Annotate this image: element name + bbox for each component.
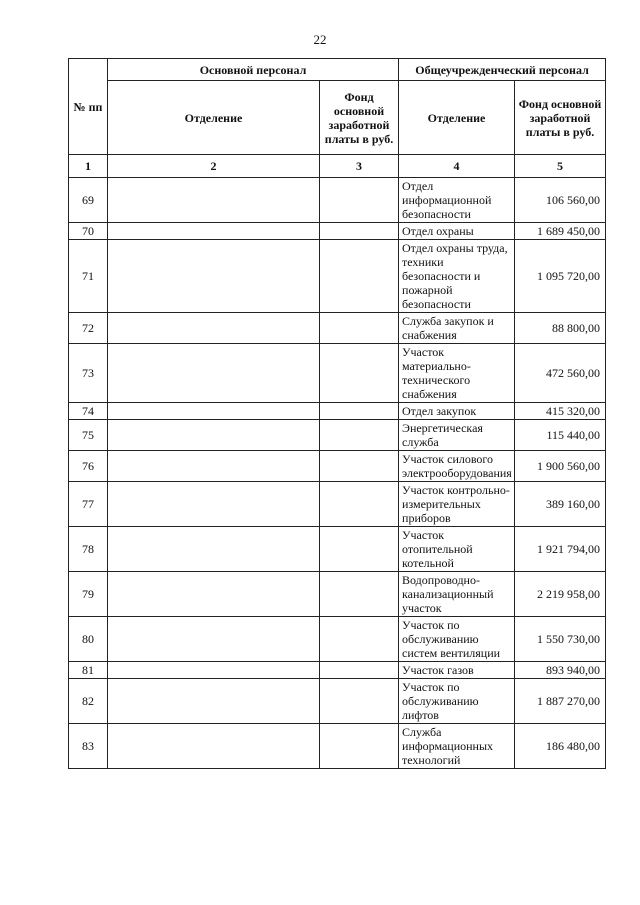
general-department-cell: Участок силового электрооборудования bbox=[399, 451, 515, 482]
main-fund-cell bbox=[320, 403, 399, 420]
main-department-cell bbox=[108, 223, 320, 240]
general-fund-cell: 1 689 450,00 bbox=[515, 223, 606, 240]
table-row bbox=[69, 679, 606, 724]
salary-fund-table bbox=[68, 58, 606, 769]
table-row bbox=[69, 420, 606, 451]
general-fund-cell: 389 160,00 bbox=[515, 482, 606, 527]
page-number: 22 bbox=[313, 32, 327, 47]
row-number: 76 bbox=[69, 451, 108, 482]
main-department-cell bbox=[108, 724, 320, 769]
row-number: 77 bbox=[69, 482, 108, 527]
general-fund-cell: 1 900 560,00 bbox=[515, 451, 606, 482]
main-fund-cell bbox=[320, 679, 399, 724]
table-row bbox=[69, 527, 606, 572]
main-department-cell bbox=[108, 420, 320, 451]
general-fund-cell: 186 480,00 bbox=[515, 724, 606, 769]
main-department-cell bbox=[108, 313, 320, 344]
table-row bbox=[69, 617, 606, 662]
column-number: 2 bbox=[108, 155, 320, 178]
general-department-cell: Отдел охраны труда, техники безопасности и пожарной безопасности bbox=[399, 240, 515, 313]
table-row bbox=[69, 313, 606, 344]
general-fund-cell: 1 887 270,00 bbox=[515, 679, 606, 724]
general-department-cell: Водопроводно-канализационный участок bbox=[399, 572, 515, 617]
general-fund-cell: 106 560,00 bbox=[515, 178, 606, 223]
column-number-row bbox=[69, 155, 606, 178]
general-fund-cell: 1 921 794,00 bbox=[515, 527, 606, 572]
general-department-cell: Отдел информационной безопасности bbox=[399, 178, 515, 223]
general-department-cell: Отдел охраны bbox=[399, 223, 515, 240]
row-number: 80 bbox=[69, 617, 108, 662]
table-row bbox=[69, 240, 606, 313]
main-department-cell bbox=[108, 572, 320, 617]
column-number: 3 bbox=[320, 155, 399, 178]
main-fund-cell bbox=[320, 572, 399, 617]
general-fund-cell: 415 320,00 bbox=[515, 403, 606, 420]
row-number: 82 bbox=[69, 679, 108, 724]
main-department-cell bbox=[108, 527, 320, 572]
main-fund-cell bbox=[320, 451, 399, 482]
column-number: 5 bbox=[515, 155, 606, 178]
general-department-cell: Участок по обслуживанию систем вентиляции bbox=[399, 617, 515, 662]
main-department-cell bbox=[108, 344, 320, 403]
header-general-fund: Фонд основной заработной платы в руб. bbox=[515, 81, 606, 155]
general-fund-cell: 472 560,00 bbox=[515, 344, 606, 403]
table-row bbox=[69, 178, 606, 223]
row-number: 69 bbox=[69, 178, 108, 223]
main-fund-cell bbox=[320, 617, 399, 662]
table-row bbox=[69, 482, 606, 527]
main-department-cell bbox=[108, 403, 320, 420]
main-department-cell bbox=[108, 617, 320, 662]
main-fund-cell bbox=[320, 482, 399, 527]
general-fund-cell: 88 800,00 bbox=[515, 313, 606, 344]
main-fund-cell bbox=[320, 527, 399, 572]
row-number: 79 bbox=[69, 572, 108, 617]
general-department-cell: Энергетическая служба bbox=[399, 420, 515, 451]
table-row bbox=[69, 344, 606, 403]
row-number: 81 bbox=[69, 662, 108, 679]
general-department-cell: Служба информационных технологий bbox=[399, 724, 515, 769]
general-department-cell: Участок отопительной котельной bbox=[399, 527, 515, 572]
general-department-cell: Участок по обслуживанию лифтов bbox=[399, 679, 515, 724]
header-general-staff: Общеучрежденческий персонал bbox=[399, 59, 606, 81]
row-number: 71 bbox=[69, 240, 108, 313]
general-department-cell: Участок материально-технического снабжения bbox=[399, 344, 515, 403]
row-number: 70 bbox=[69, 223, 108, 240]
table-row bbox=[69, 724, 606, 769]
row-number: 73 bbox=[69, 344, 108, 403]
header-main-department: Отделение bbox=[108, 81, 320, 155]
table-row bbox=[69, 572, 606, 617]
main-department-cell bbox=[108, 662, 320, 679]
header-main-fund: Фонд основной заработной платы в руб. bbox=[320, 81, 399, 155]
main-department-cell bbox=[108, 178, 320, 223]
general-fund-cell: 115 440,00 bbox=[515, 420, 606, 451]
main-fund-cell bbox=[320, 178, 399, 223]
row-number: 74 bbox=[69, 403, 108, 420]
general-fund-cell: 893 940,00 bbox=[515, 662, 606, 679]
general-department-cell: Участок контрольно-измерительных приборов bbox=[399, 482, 515, 527]
general-fund-cell: 2 219 958,00 bbox=[515, 572, 606, 617]
general-department-cell: Служба закупок и снабжения bbox=[399, 313, 515, 344]
row-number: 78 bbox=[69, 527, 108, 572]
main-fund-cell bbox=[320, 313, 399, 344]
main-department-cell bbox=[108, 451, 320, 482]
row-number: 75 bbox=[69, 420, 108, 451]
main-fund-cell bbox=[320, 724, 399, 769]
general-fund-cell: 1 550 730,00 bbox=[515, 617, 606, 662]
general-department-cell: Отдел закупок bbox=[399, 403, 515, 420]
row-number: 72 bbox=[69, 313, 108, 344]
column-number: 1 bbox=[69, 155, 108, 178]
table-row bbox=[69, 223, 606, 240]
header-main-staff: Основной персонал bbox=[108, 59, 399, 81]
main-fund-cell bbox=[320, 223, 399, 240]
header-general-department: Отделение bbox=[399, 81, 515, 155]
row-number: 83 bbox=[69, 724, 108, 769]
table-row bbox=[69, 451, 606, 482]
general-fund-cell: 1 095 720,00 bbox=[515, 240, 606, 313]
main-fund-cell bbox=[320, 662, 399, 679]
main-fund-cell bbox=[320, 420, 399, 451]
table-row bbox=[69, 403, 606, 420]
main-fund-cell bbox=[320, 344, 399, 403]
main-department-cell bbox=[108, 240, 320, 313]
table-row bbox=[69, 662, 606, 679]
main-department-cell bbox=[108, 482, 320, 527]
column-number: 4 bbox=[399, 155, 515, 178]
header-num: № пп bbox=[69, 59, 108, 155]
main-department-cell bbox=[108, 679, 320, 724]
general-department-cell: Участок газов bbox=[399, 662, 515, 679]
main-fund-cell bbox=[320, 240, 399, 313]
